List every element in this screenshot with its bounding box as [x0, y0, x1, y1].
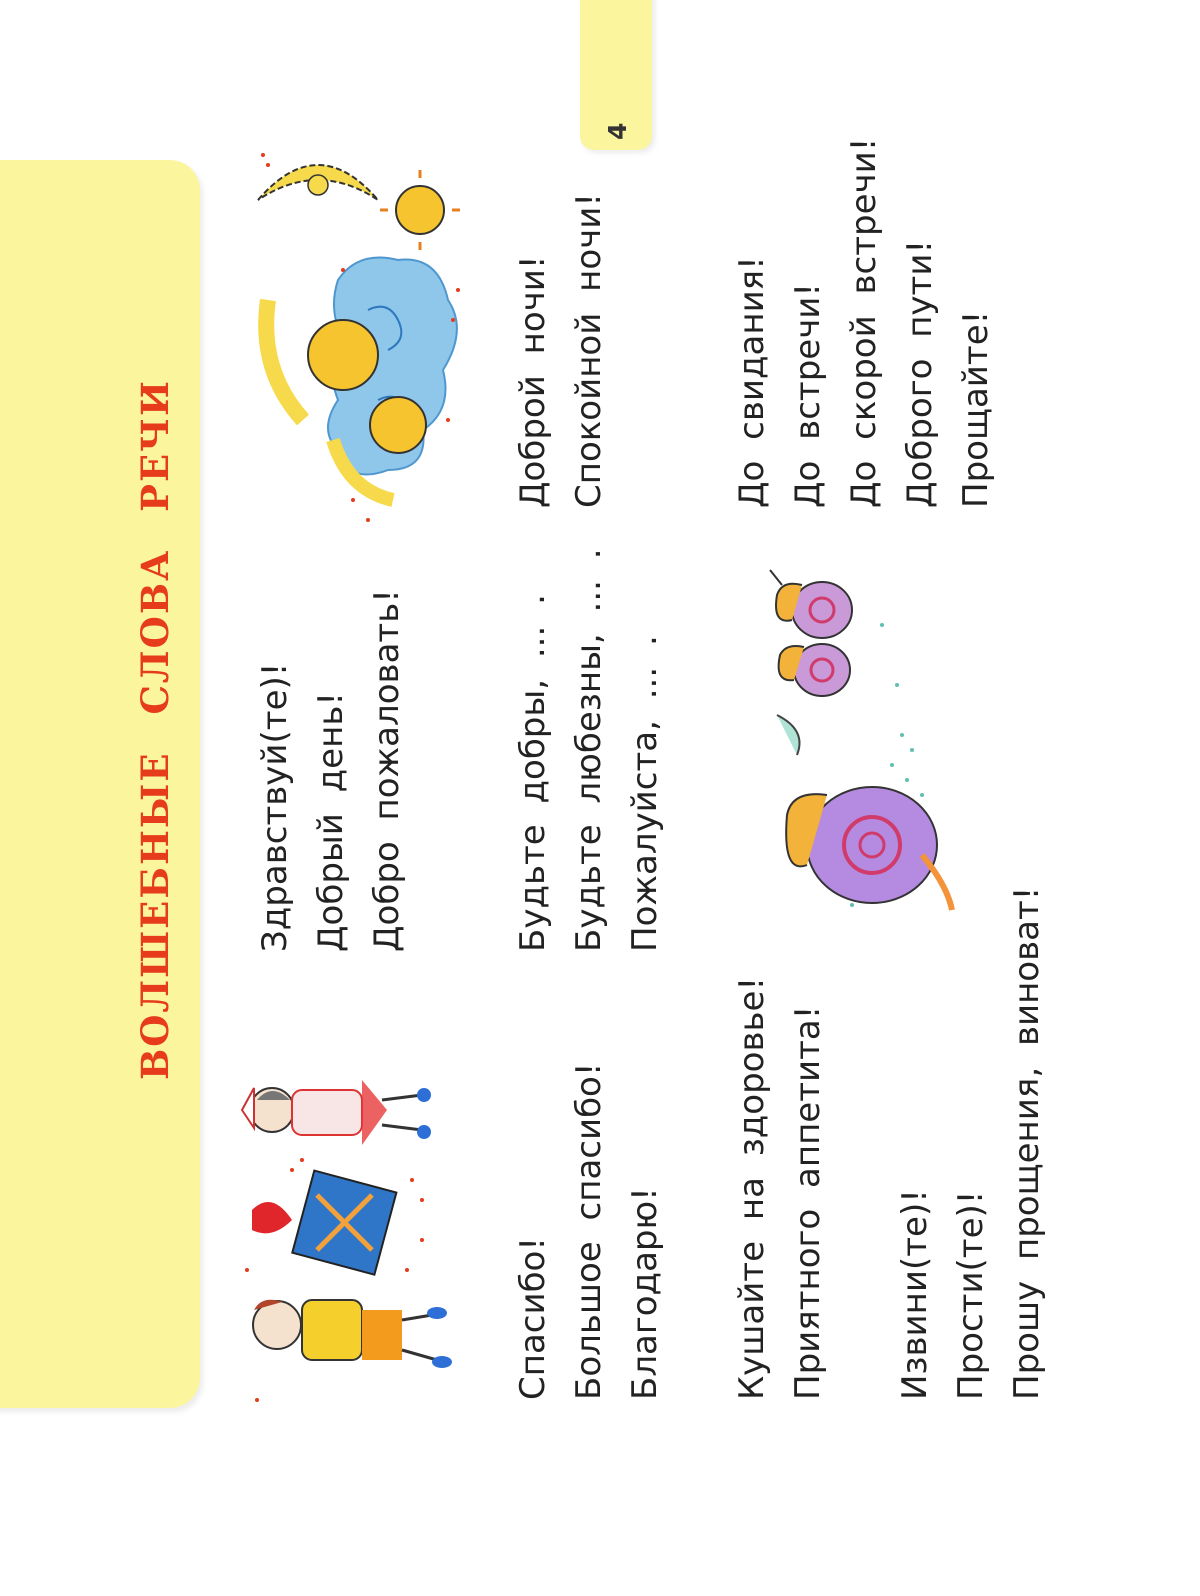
text-line: Приятного аппетита!: [788, 1005, 828, 1400]
text-line: Будьте любезны, ... .: [569, 548, 609, 952]
text-line: Доброго пути!: [900, 239, 940, 508]
text-line: Большое спасибо!: [569, 1062, 609, 1400]
text-line: До скорой встречи!: [844, 137, 884, 508]
text-line: Кушайте на здоровье!: [732, 976, 772, 1400]
snails-illustration: [752, 565, 957, 915]
text-line: До свидания!: [732, 256, 772, 508]
page-number: 4: [603, 122, 632, 140]
text-line: Доброй ночи!: [513, 255, 553, 508]
text-line: До встречи!: [788, 282, 828, 508]
text-line: Спокойной ночи!: [569, 193, 609, 508]
text-line: Прощайте!: [956, 310, 996, 508]
text-line: Извини(те)!: [895, 1189, 935, 1400]
text-line: Прошу прощения, виноват!: [1007, 886, 1047, 1400]
children-gift-illustration: [232, 1070, 462, 1410]
page-title: ВОЛШЕБНЫЕ СЛОВА РЕЧИ: [133, 379, 177, 1080]
text-line: Прости(те)!: [951, 1190, 991, 1400]
text-line: Будьте добры, ... .: [513, 594, 553, 952]
text-line: Благодарю!: [625, 1187, 665, 1400]
text-line: Спасибо!: [513, 1237, 553, 1400]
text-line: Добрый день!: [311, 692, 351, 952]
text-line: Пожалуйста, ... .: [625, 635, 665, 952]
text-line: Добро пожаловать!: [367, 589, 407, 952]
text-line: Здравствуй(те)!: [255, 662, 295, 952]
suns-clouds-illustration: [248, 140, 480, 535]
